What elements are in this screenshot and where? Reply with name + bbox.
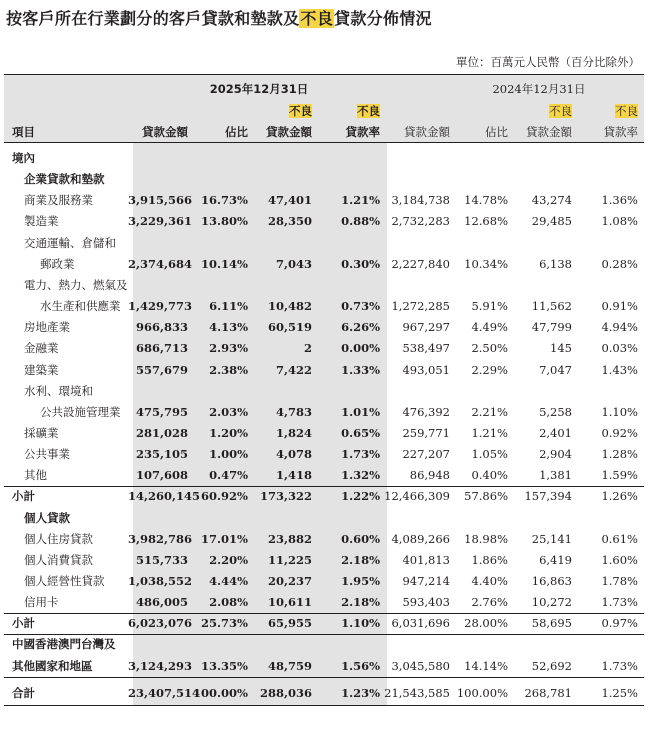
table-cell: 0.88% [341, 214, 380, 229]
shaded-2025-columns [133, 74, 387, 705]
table-cell: 16.73% [201, 193, 248, 208]
table-cell: 0.65% [341, 425, 380, 440]
table-cell: 967,297 [402, 320, 450, 335]
table-cell: 10,272 [531, 595, 572, 610]
table-cell: 227,207 [402, 447, 450, 462]
table-cell: 0.61% [601, 531, 638, 546]
table-cell: 28.00% [464, 616, 508, 631]
row-rule [4, 677, 644, 678]
row-label: 建築業 [24, 362, 59, 377]
table-cell: 18.98% [464, 531, 508, 546]
table-cell: 2.03% [209, 404, 248, 419]
table-cell: 2.29% [471, 362, 508, 377]
row-label: 水生產和供應業 [40, 299, 121, 314]
table-cell: 493,051 [402, 362, 450, 377]
row-rule [4, 486, 644, 487]
table-cell: 947,214 [402, 574, 450, 588]
row-label: 製造業 [24, 214, 59, 229]
table-cell: 14,260,145 [128, 489, 201, 504]
table-cell: 7,422 [275, 362, 312, 377]
table-cell: 2.18% [341, 552, 380, 567]
table-cell: 1.32% [341, 468, 380, 483]
table-cell: 1.56% [341, 658, 380, 673]
table-cell: 1.08% [601, 214, 638, 229]
table-cell: 1.25% [601, 685, 638, 700]
table-cell: 13.35% [201, 658, 248, 673]
table-cell: 2,374,684 [128, 256, 193, 271]
rule-top [4, 74, 644, 75]
row-label: 個人住房貸款 [24, 531, 93, 546]
table-cell: 58,695 [531, 616, 572, 631]
table-cell: 10.14% [201, 256, 248, 271]
header-item: 項目 [12, 125, 35, 139]
header-share-2024: 佔比 [485, 125, 508, 139]
table-cell: 2,227,840 [391, 256, 450, 271]
table-cell: 7,047 [539, 362, 572, 377]
table-cell: 2,401 [539, 425, 572, 440]
table-cell: 3,915,566 [128, 193, 193, 208]
row-label: 交通運輸、倉儲和 [24, 235, 116, 250]
row-label: 中國香港澳門台灣及 [12, 637, 116, 652]
table-cell: 4,783 [275, 404, 312, 419]
table-cell: 16,863 [531, 574, 572, 588]
table-cell: 3,982,786 [128, 531, 193, 546]
table-cell: 476,392 [402, 404, 450, 419]
table-cell: 1.73% [341, 447, 380, 462]
table-cell: 28,350 [267, 214, 312, 229]
table-cell: 0.30% [341, 256, 380, 271]
row-label: 水利、環境和 [24, 383, 93, 398]
table-cell: 0.03% [601, 341, 638, 356]
table-cell: 6.11% [209, 299, 248, 314]
table-cell: 0.60% [341, 531, 380, 546]
table-cell: 0.73% [341, 299, 380, 314]
table-cell: 7,043 [275, 256, 312, 271]
table-cell: 86,948 [409, 468, 450, 483]
row-rule [4, 613, 644, 614]
table-cell: 2.38% [209, 362, 248, 377]
table-cell: 1.59% [601, 468, 638, 483]
row-label: 電力、熱力、燃氣及 [24, 277, 128, 292]
table-cell: 12,466,309 [384, 489, 450, 504]
table-cell: 1.28% [601, 447, 638, 462]
table-cell: 0.91% [601, 299, 638, 314]
table-cell: 13.80% [201, 214, 248, 229]
table-cell: 60.92% [201, 489, 248, 504]
row-label: 其他 [24, 468, 47, 483]
table-cell: 268,781 [524, 685, 572, 700]
row-label: 小計 [12, 616, 35, 631]
table-cell: 1.10% [341, 616, 380, 631]
table-cell: 6,419 [539, 552, 572, 567]
table-cell: 1.73% [601, 658, 638, 673]
table-cell: 65,955 [267, 616, 312, 631]
table-cell: 5.91% [471, 299, 508, 314]
table-cell: 0.47% [209, 468, 248, 483]
header-npl-ratio-2025: 貸款率 [345, 125, 380, 139]
table-cell: 1,429,773 [128, 299, 193, 314]
table-cell: 23,407,514 [128, 685, 201, 700]
table-cell: 1.95% [341, 574, 380, 588]
table-cell: 1,272,285 [391, 299, 450, 314]
table-cell: 1,824 [275, 425, 312, 440]
table-cell: 25,141 [531, 531, 572, 546]
table-cell: 0.92% [601, 425, 638, 440]
table-cell: 100.00% [193, 685, 248, 700]
table-cell: 401,813 [402, 552, 450, 567]
rule-header [4, 142, 644, 143]
table-cell: 2.93% [209, 341, 248, 356]
row-label: 境內 [12, 151, 35, 165]
table-cell: 21,543,585 [384, 685, 450, 700]
header-loan-amount-2025: 貸款金額 [142, 125, 188, 139]
table-cell: 2.76% [471, 595, 508, 610]
table-cell: 1,381 [539, 468, 572, 483]
table-cell: 557,679 [135, 362, 188, 377]
table-cell: 10,482 [267, 299, 312, 314]
row-label: 金融業 [24, 341, 59, 356]
table-cell: 100.00% [456, 685, 508, 700]
table-cell: 3,045,580 [391, 658, 450, 673]
row-label: 郵政業 [40, 256, 75, 271]
table-cell: 145 [550, 341, 572, 356]
table-cell: 6,023,076 [128, 616, 193, 631]
table-cell: 43,274 [531, 193, 572, 208]
table-cell: 515,733 [135, 552, 188, 567]
table-cell: 1.23% [341, 685, 380, 700]
title-text-end: 貸款分佈情況 [334, 9, 432, 28]
unit-note: 單位：百萬元人民幣（百分比除外） [456, 55, 640, 69]
table-cell: 4.40% [471, 574, 508, 588]
table-cell: 25.73% [201, 616, 248, 631]
table-cell: 173,322 [259, 489, 312, 504]
table-cell: 1.73% [601, 595, 638, 610]
row-label: 信用卡 [24, 595, 59, 610]
row-label: 公共事業 [24, 447, 70, 462]
table-cell: 47,799 [531, 320, 572, 335]
table-cell: 3,229,361 [128, 214, 193, 229]
table-cell: 1.20% [209, 425, 248, 440]
header-year-2025: 2025年12月31日 [209, 82, 309, 96]
row-label: 小計 [12, 489, 35, 504]
table-cell: 2.08% [209, 595, 248, 610]
table-cell: 29,485 [531, 214, 572, 229]
table-cell: 235,105 [135, 447, 188, 462]
table-cell: 2 [303, 341, 312, 356]
table-cell: 60,519 [267, 320, 312, 335]
table-cell: 4.44% [209, 574, 248, 588]
table-cell: 1.26% [601, 489, 638, 504]
table-cell: 0.40% [471, 468, 508, 483]
table-cell: 52,692 [531, 658, 572, 673]
table-cell: 3,124,293 [128, 658, 193, 673]
table-cell: 17.01% [201, 531, 248, 546]
header-npl-amount-2024: 貸款金額 [526, 125, 572, 139]
table-cell: 4.13% [209, 320, 248, 335]
header-npl-ratio-top-2025 [340, 104, 380, 118]
table-cell: 10.34% [464, 256, 508, 271]
page-title [6, 6, 432, 29]
table-cell: 4,089,266 [391, 531, 450, 546]
table-cell: 4,078 [275, 447, 312, 462]
npl-highlight: 不良 [549, 104, 572, 118]
table-cell: 157,394 [524, 489, 572, 504]
table-cell: 1.22% [341, 489, 380, 504]
table-cell: 107,608 [135, 468, 188, 483]
table-cell: 1.00% [209, 447, 248, 462]
row-label: 房地產業 [24, 320, 70, 335]
table-cell: 14.78% [464, 193, 508, 208]
table-cell: 11,225 [267, 552, 312, 567]
title-text: 按客戶所在行業劃分的客戶貸款和墊款及 [6, 9, 300, 28]
table-cell: 1,038,552 [128, 574, 193, 588]
row-rule [4, 634, 644, 635]
table-cell: 1.21% [471, 425, 508, 440]
table-cell: 1.01% [341, 404, 380, 419]
table-cell: 1.21% [341, 193, 380, 208]
table-cell: 3,184,738 [391, 193, 450, 208]
table-cell: 2.18% [341, 595, 380, 610]
header-loan-amount-2024: 貸款金額 [404, 125, 450, 139]
row-label: 企業貸款和墊款 [24, 172, 105, 187]
table-cell: 1.10% [601, 404, 638, 419]
npl-highlight: 不良 [357, 104, 380, 118]
table-cell: 1.36% [601, 193, 638, 208]
table-cell: 2.50% [471, 341, 508, 356]
table-cell: 1.60% [601, 552, 638, 567]
table-cell: 6,031,696 [391, 616, 450, 631]
row-label: 個人消費貸款 [24, 552, 93, 567]
table-cell: 486,005 [135, 595, 188, 610]
table-cell: 47,401 [267, 193, 312, 208]
header-npl-amount-2025: 貸款金額 [266, 125, 312, 139]
npl-highlight: 不良 [289, 104, 312, 118]
table-cell: 14.14% [464, 658, 508, 673]
table-cell: 259,771 [402, 425, 450, 440]
table-cell: 1.78% [601, 574, 638, 588]
table-cell: 1.33% [341, 362, 380, 377]
header-npl-2025 [272, 104, 312, 118]
table-cell: 48,759 [267, 658, 312, 673]
table-cell: 0.28% [601, 256, 638, 271]
table-cell: 288,036 [259, 685, 312, 700]
table-cell: 686,713 [135, 341, 188, 356]
header-npl-ratio-top-2024 [600, 104, 638, 118]
table-cell: 538,497 [402, 341, 450, 356]
table-cell: 6,138 [539, 256, 572, 271]
header-npl-ratio-2024: 貸款率 [603, 125, 638, 139]
table-cell: 281,028 [135, 425, 188, 440]
header-npl-2024 [534, 104, 572, 118]
table-cell: 0.97% [601, 616, 638, 631]
table-cell: 593,403 [402, 595, 450, 610]
row-label: 合計 [12, 685, 35, 700]
table-cell: 475,795 [135, 404, 188, 419]
table-cell: 10,611 [267, 595, 312, 610]
row-label: 個人貸款 [24, 510, 70, 525]
table-cell: 966,833 [135, 320, 188, 335]
title-highlight: 不良 [300, 9, 334, 28]
table-cell: 1.43% [601, 362, 638, 377]
table-cell: 20,237 [267, 574, 312, 588]
table-cell: 0.00% [341, 341, 380, 356]
table-cell: 6.26% [341, 320, 380, 335]
npl-highlight: 不良 [615, 104, 638, 118]
table-cell: 1.86% [471, 552, 508, 567]
table-cell: 23,882 [267, 531, 312, 546]
table-cell: 12.68% [464, 214, 508, 229]
table-cell: 5,258 [539, 404, 572, 419]
table-cell: 4.49% [471, 320, 508, 335]
table-cell: 2.20% [209, 552, 248, 567]
row-label: 公共設施管理業 [40, 404, 121, 419]
table-cell: 1.05% [471, 447, 508, 462]
table-cell: 2.21% [471, 404, 508, 419]
header-year-2024: 2024年12月31日 [492, 82, 586, 96]
table-cell: 1,418 [275, 468, 312, 483]
table-cell: 11,562 [531, 299, 572, 314]
table-cell: 2,732,283 [391, 214, 450, 229]
row-label: 個人經營性貸款 [24, 574, 105, 588]
rule-bottom [4, 705, 644, 706]
table-cell: 2,904 [539, 447, 572, 462]
row-label: 採礦業 [24, 425, 59, 440]
table-cell: 57.86% [464, 489, 508, 504]
table-cell: 4.94% [601, 320, 638, 335]
header-share-2025: 佔比 [225, 125, 248, 139]
row-label: 其他國家和地區 [12, 658, 93, 673]
row-label: 商業及服務業 [24, 193, 93, 208]
